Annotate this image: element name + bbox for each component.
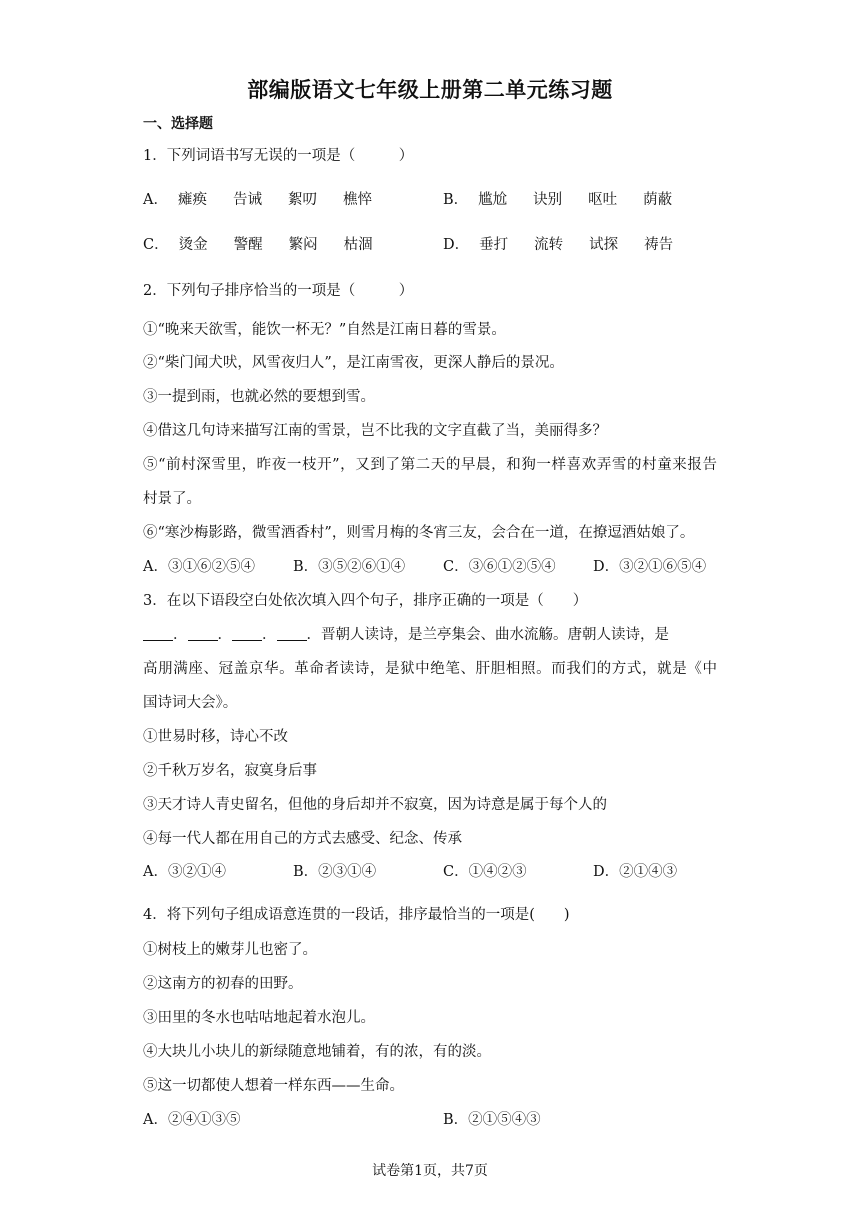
- option-word: 祷告: [644, 237, 674, 253]
- question-2-stem: 2．下列句子排序恰当的一项是（ ）: [143, 283, 414, 299]
- question-2-sentence-6: ⑥“寒沙梅影路，微雪酒香村”，则雪月梅的冬宵三友，会合在一道，在撩逗酒姑娘了。: [143, 525, 695, 541]
- option-word: 樵悴: [342, 192, 372, 208]
- page-footer: 试卷第1页，共7页: [372, 1163, 488, 1179]
- option-letter: C．: [143, 237, 169, 253]
- fill-blank: [143, 626, 173, 641]
- question-2-sentence-3: ③一提到雨，也就必然的要想到雪。: [143, 389, 375, 405]
- question-3-sentence-1: ①世易时移，诗心不改: [143, 729, 288, 745]
- question-4-sentence-1: ①树枝上的嫩芽儿也密了。: [143, 942, 317, 958]
- option-word: 垂打: [479, 237, 509, 253]
- question-4-sentence-4: ④大块儿小块儿的新绿随意地铺着，有的浓，有的淡。: [143, 1044, 491, 1060]
- question-2-sentence-2: ②“柴门闻犬吠，风雪夜归人”，是江南雪夜，更深人静后的景况。: [143, 355, 564, 371]
- question-4-sentence-3: ③田里的冬水也咕咕地起着水泡儿。: [143, 1010, 375, 1026]
- fill-blank: [232, 626, 262, 641]
- question-1-option-c: [143, 235, 399, 255]
- question-4-sentence-2: ②这南方的初春的田野。: [143, 976, 303, 992]
- option-letter: A．: [143, 192, 168, 208]
- question-1-stem: 1．下列词语书写无误的一项是（ ）: [143, 148, 414, 164]
- option-word: 烫金: [178, 237, 208, 253]
- option-word: 繁闷: [288, 237, 318, 253]
- fill-blank: [188, 626, 218, 641]
- question-2-sentence-5: ⑤“前村深雪里，昨夜一枝开”，又到了第二天的早晨，和狗一样喜欢弄雪的村童来报告: [143, 457, 717, 473]
- question-3-option-d: D．②①④③: [593, 864, 678, 880]
- question-2-option-d: D．③②①⑥⑤④: [593, 559, 707, 575]
- question-4-option-b: B．②①⑤④③: [443, 1112, 541, 1128]
- option-word: 絮叨: [287, 192, 317, 208]
- question-4-option-a: A．②④①③⑤: [143, 1112, 241, 1128]
- option-letter: B．: [443, 192, 469, 208]
- fill-blank: [277, 626, 307, 641]
- question-1-option-d: [443, 235, 699, 255]
- option-letter: D．: [443, 237, 470, 253]
- question-3-option-a: A．③②①④: [143, 864, 226, 880]
- question-2-sentence-4: ④借这几句诗来描写江南的雪景，岂不比我的文字直截了当，美丽得多？: [143, 423, 607, 439]
- question-3-sentence-4: ④每一代人都在用自己的方式去感受、纪念、传承: [143, 831, 462, 847]
- question-3-passage-line-3: 国诗词大会》。: [143, 695, 238, 711]
- question-3-sentence-2: ②千秋万岁名，寂寞身后事: [143, 763, 317, 779]
- document-title: 部编版语文七年级上册第二单元练习题: [247, 78, 613, 102]
- question-3-passage-line-2: 高朋满座、冠盖京华。革命者读诗，是狱中绝笔、肝胆相照。而我们的方式，就是《中: [143, 661, 717, 677]
- option-word: 警醒: [233, 237, 263, 253]
- question-2-option-c: C．③⑥①②⑤④: [443, 559, 556, 575]
- question-4-stem: 4．将下列句子组成语意连贯的一段话，排序最恰当的一项是( ): [143, 907, 570, 923]
- question-3-stem: 3．在以下语段空白处依次填入四个句子，排序正确的一项是（ ）: [143, 593, 588, 609]
- section-heading: 一、选择题: [143, 116, 213, 132]
- option-word: 尴尬: [478, 192, 508, 208]
- option-word: 流转: [534, 237, 564, 253]
- question-2-option-b: B．③⑤②⑥①④: [293, 559, 406, 575]
- question-3-sentence-3: ③天才诗人青史留名，但他的身后却并不寂寞，因为诗意是属于每个人的: [143, 797, 607, 813]
- question-1-option-b: [443, 190, 698, 210]
- passage-text: ．晋朝人读诗，是兰亭集会、曲水流觞。唐朝人读诗，是: [306, 627, 669, 643]
- question-2-sentence-1: ①“晚来天欲雪，能饮一杯无？”自然是江南日暮的雪景。: [143, 322, 506, 338]
- option-word: 试探: [589, 237, 619, 253]
- option-word: 告诫: [232, 192, 262, 208]
- question-3-option-c: C．①④②③: [443, 864, 527, 880]
- option-word: 荫蔽: [643, 192, 673, 208]
- question-1-option-a: [143, 190, 398, 210]
- option-word: 瘫痪: [177, 192, 207, 208]
- option-word: 呕吐: [588, 192, 618, 208]
- question-2-sentence-5-cont: 村景了。: [143, 491, 201, 507]
- question-2-option-a: A．③①⑥②⑤④: [143, 559, 255, 575]
- question-3-option-b: B．②③①④: [293, 864, 377, 880]
- option-word: 枯涸: [343, 237, 373, 253]
- question-3-passage-line-1: ． ． ． ．晋朝人读诗，是兰亭集会、曲水流觞。唐朝人读诗，是: [143, 625, 669, 645]
- question-4-sentence-5: ⑤这一切都使人想着一样东西——生命。: [143, 1078, 404, 1094]
- option-word: 诀别: [533, 192, 563, 208]
